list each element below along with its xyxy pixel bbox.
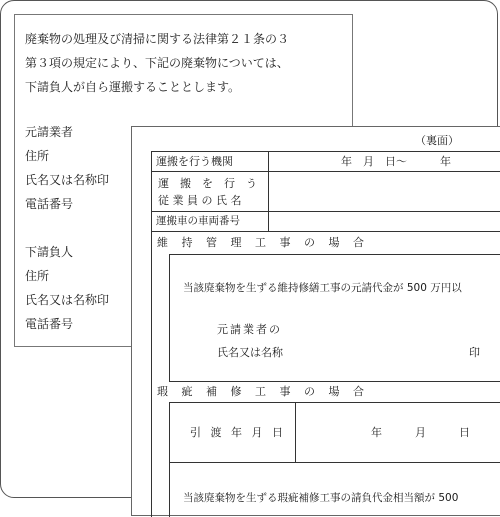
subcontractor-address-label: 住所 bbox=[25, 269, 50, 283]
handover-date-label: 引 渡 年 月 日 bbox=[169, 402, 295, 463]
maintenance-box bbox=[169, 254, 500, 382]
notice-line: 第３項の規定により、下記の廃棄物については、 bbox=[25, 56, 289, 70]
transport-period-value: 年 月 日～ 年 bbox=[268, 151, 500, 171]
subcontractor-heading: 下請負人 bbox=[25, 245, 74, 259]
maintenance-section-title: 維 持 管 理 工 事 の 場 合 bbox=[151, 232, 500, 254]
maintenance-text: 当該廃棄物を生ずる維持修繕工事の元請代金が 500 万円以 bbox=[183, 282, 462, 294]
transport-period-label: 運搬を行う機関 bbox=[151, 151, 268, 171]
vehicle-number-label: 運搬車の車両番号 bbox=[151, 211, 268, 232]
subcontractor-phone-label: 電話番号 bbox=[25, 317, 74, 331]
defect-box bbox=[169, 463, 500, 517]
maintenance-seal-mark: 印 bbox=[469, 346, 480, 359]
vehicle-number-value bbox=[268, 211, 500, 232]
notice-line: 廃棄物の処理及び清掃に関する法律第２１条の３ bbox=[25, 32, 290, 46]
reverse-form-page bbox=[131, 126, 500, 516]
subcontractor-block bbox=[25, 240, 109, 336]
maintenance-name-label: 氏名又は名称 bbox=[217, 346, 283, 359]
prime-contractor-phone-label: 電話番号 bbox=[25, 197, 74, 211]
handover-date-value: 年 月 日 bbox=[295, 402, 500, 463]
transport-worker-label bbox=[151, 171, 268, 211]
prime-contractor-address-label: 住所 bbox=[25, 149, 50, 163]
prime-contractor-name-label: 氏名又は名称印 bbox=[25, 173, 110, 187]
notice-text bbox=[25, 27, 345, 99]
prime-contractor-heading: 元請業者 bbox=[25, 125, 74, 139]
maintenance-prime-label: 元請業者の bbox=[217, 323, 282, 336]
transport-worker-label-line1: 運 搬 を 行 う bbox=[158, 177, 257, 190]
transport-worker-label-line2: 従 業 員 の 氏 名 bbox=[158, 194, 242, 207]
transport-worker-value bbox=[268, 171, 500, 211]
defect-text: 当該廃棄物を生ずる瑕疵補修工事の請負代金相当額が 500 bbox=[183, 492, 459, 504]
subcontractor-name-label: 氏名又は名称印 bbox=[25, 293, 110, 307]
maintenance-section-indent bbox=[151, 254, 169, 382]
reverse-subtitle: （裏面） bbox=[415, 134, 459, 147]
notice-line: 下請負人が自ら運搬することとします。 bbox=[25, 80, 241, 94]
prime-contractor-block bbox=[25, 120, 109, 216]
defect-section-title: 瑕 疵 補 修 工 事 の 場 合 bbox=[151, 382, 500, 402]
